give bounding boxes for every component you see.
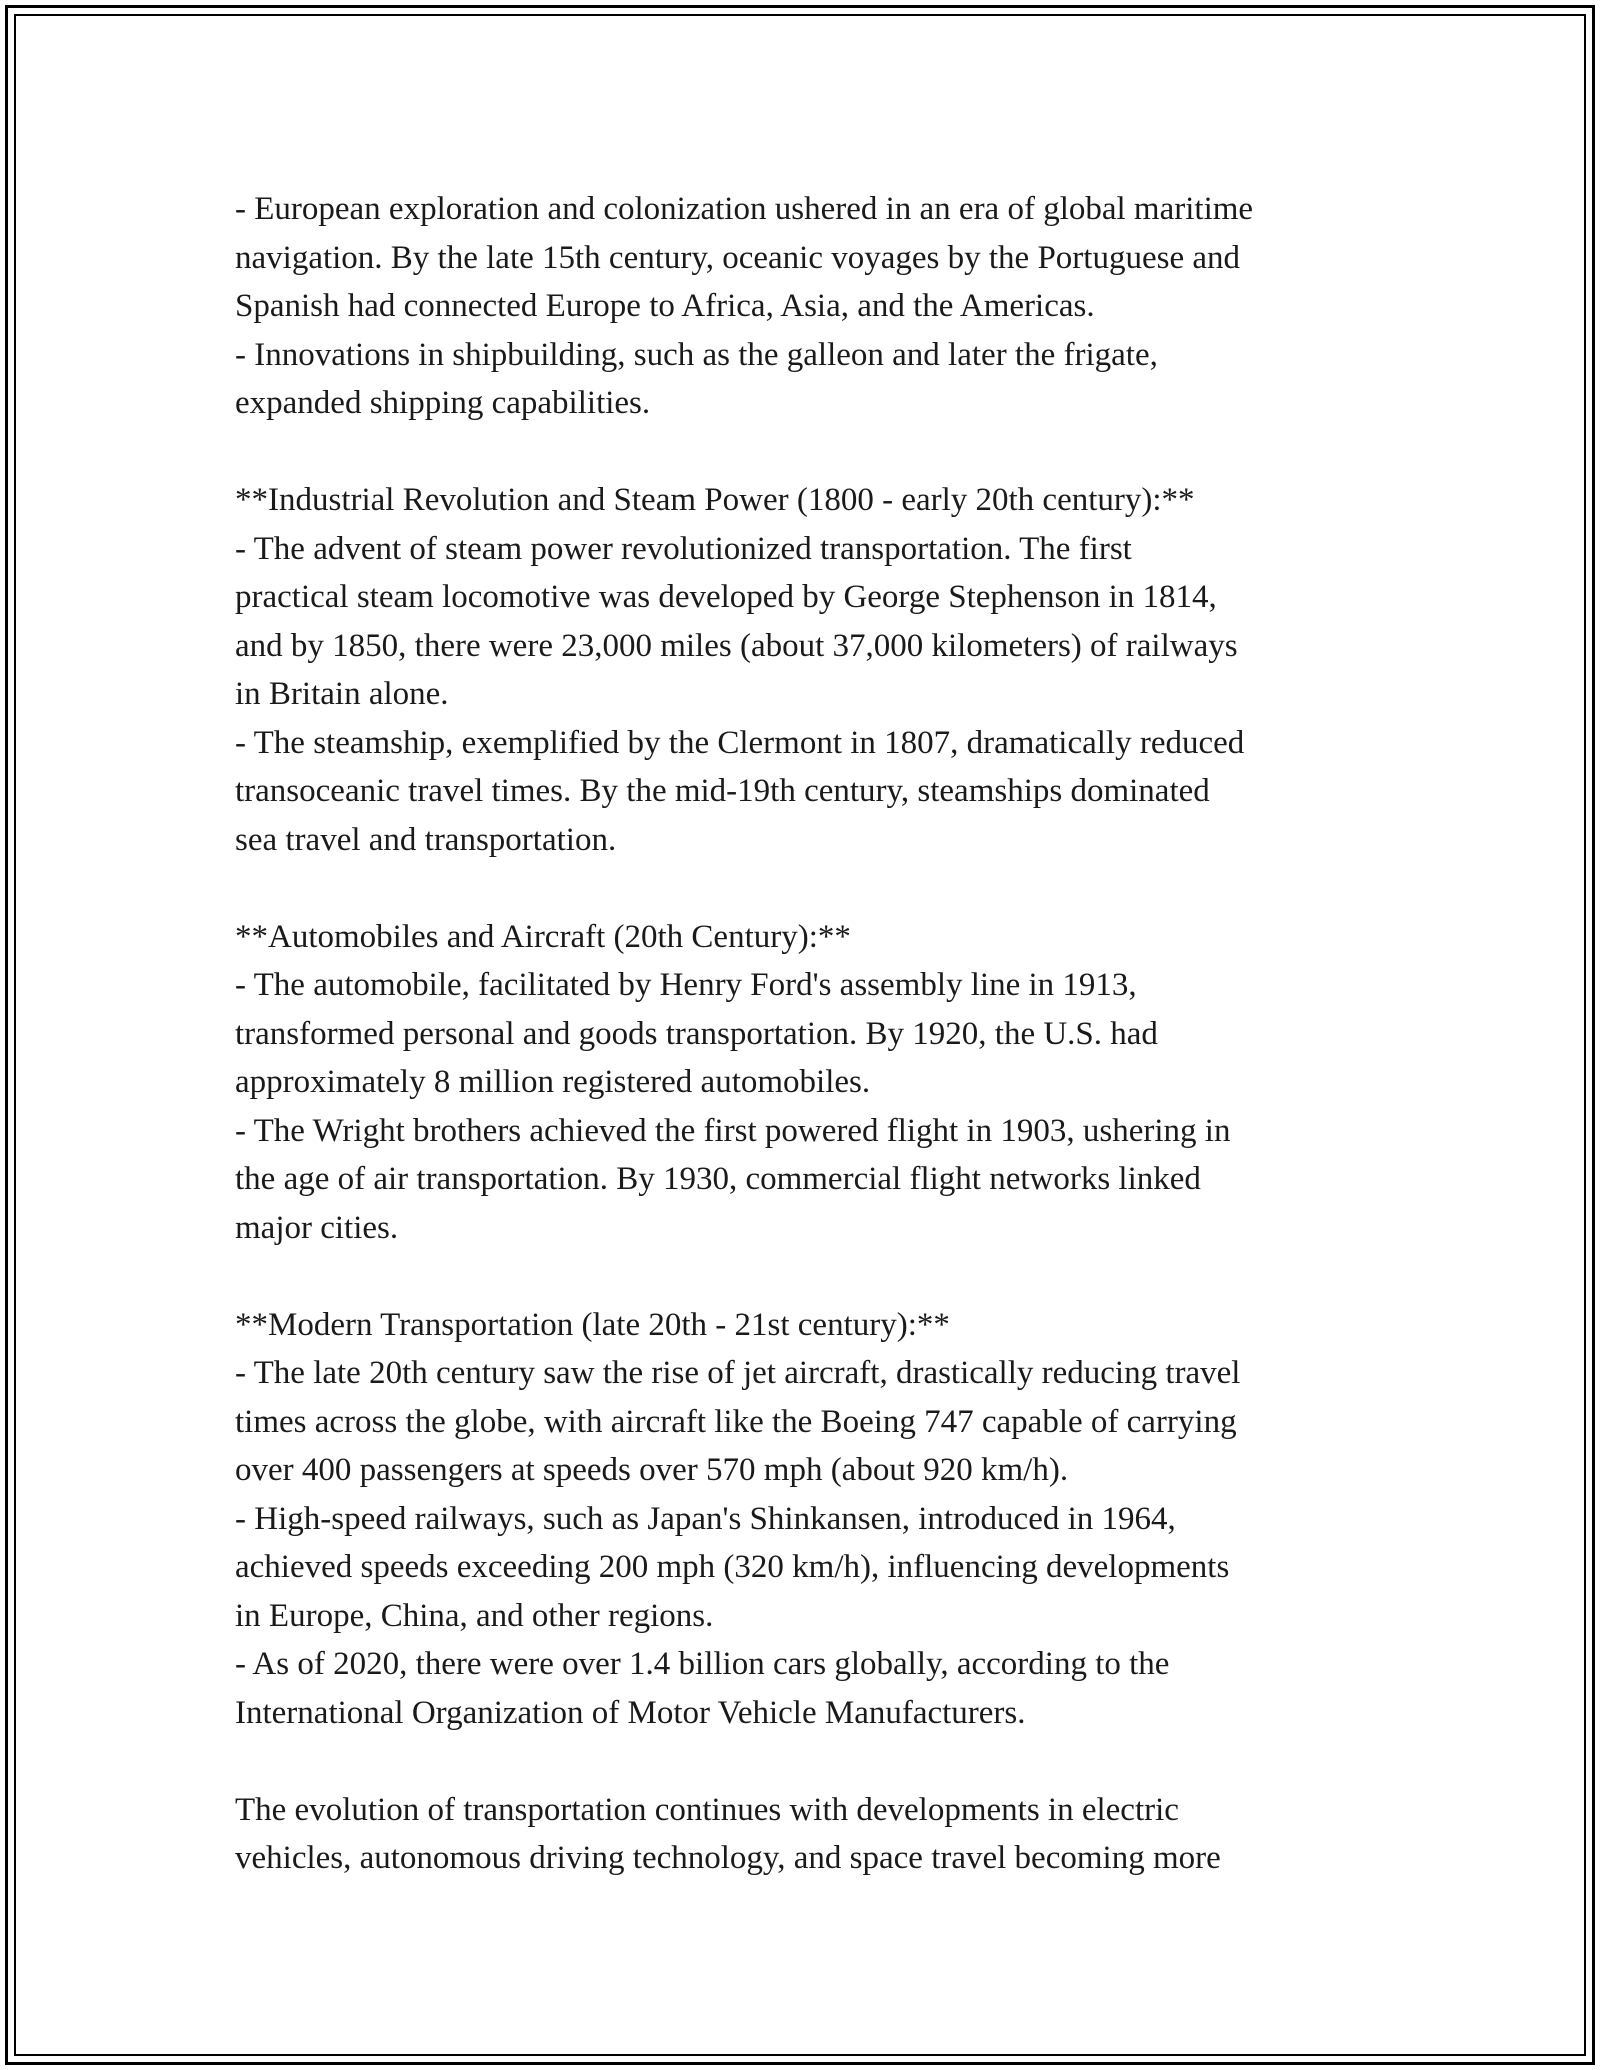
- text-line: and by 1850, there were 23,000 miles (about 37,000 kilometers) of railways: [235, 627, 1238, 664]
- text-line: in Britain alone.: [235, 676, 449, 712]
- text-line: transoceanic travel times. By the mid-19th century, steamships dominated: [235, 773, 1210, 809]
- paragraph-gap: [235, 1737, 1395, 1786]
- text-line: - The advent of steam power revolutionized transportation. The first: [235, 530, 1132, 567]
- document-body: [235, 185, 1395, 1883]
- section-conclusion: [235, 1786, 1395, 1883]
- text-line: - Innovations in shipbuilding, such as the galleon and later the frigate,: [235, 336, 1158, 373]
- text-line: Spanish had connected Europe to Africa, Asia, and the Americas.: [235, 288, 1095, 324]
- text-line: practical steam locomotive was developed by George Stephenson in 1814,: [235, 579, 1217, 615]
- section-exploration: [235, 185, 1395, 428]
- text-line: International Organization of Motor Vehicle Manufacturers.: [235, 1694, 1026, 1731]
- text-line: major cities.: [235, 1209, 399, 1246]
- text-line: - The automobile, facilitated by Henry Ford's assembly line in 1913,: [235, 967, 1137, 1003]
- text-line: approximately 8 million registered automobiles.: [235, 1064, 871, 1100]
- text-line: - European exploration and colonization ushered in an era of global maritime: [235, 191, 1254, 227]
- text-line: times across the globe, with aircraft like the Boeing 747 capable of carrying: [235, 1403, 1237, 1440]
- text-line: vehicles, autonomous driving technology, and space travel becoming more: [235, 1840, 1221, 1876]
- text-line: - High-speed railways, such as Japan's Shinkansen, introduced in 1964,: [235, 1500, 1176, 1537]
- text-line: - The late 20th century saw the rise of jet aircraft, drastically reducing travel: [235, 1355, 1241, 1391]
- text-line: - As of 2020, there were over 1.4 billion cars globally, according to the: [235, 1646, 1170, 1682]
- text-line: - The steamship, exemplified by the Clermont in 1807, dramatically reduced: [235, 724, 1245, 761]
- section-industrial-revolution: [235, 476, 1395, 864]
- text-line: sea travel and transportation.: [235, 821, 617, 858]
- text-line: - The Wright brothers achieved the first powered flight in 1903, ushering in: [235, 1112, 1231, 1149]
- paragraph-gap: [235, 864, 1395, 913]
- section-modern-transportation: [235, 1301, 1395, 1738]
- text-line: in Europe, China, and other regions.: [235, 1597, 714, 1634]
- text-line: achieved speeds exceeding 200 mph (320 km/h), influencing developments: [235, 1549, 1230, 1585]
- text-line: expanded shipping capabilities.: [235, 385, 651, 421]
- section-heading: **Modern Transportation (late 20th - 21st century):**: [235, 1306, 950, 1343]
- text-line: transformed personal and goods transportation. By 1920, the U.S. had: [235, 1015, 1158, 1052]
- paragraph-gap: [235, 1252, 1395, 1301]
- text-line: the age of air transportation. By 1930, commercial flight networks linked: [235, 1161, 1201, 1197]
- text-line: The evolution of transportation continues with developments in electric: [235, 1791, 1179, 1828]
- section-heading: **Industrial Revolution and Steam Power (1800 - early 20th century):**: [235, 482, 1195, 518]
- text-line: navigation. By the late 15th century, oceanic voyages by the Portuguese and: [235, 239, 1240, 276]
- section-automobiles-aircraft: [235, 913, 1395, 1253]
- section-heading: **Automobiles and Aircraft (20th Century):**: [235, 918, 851, 955]
- text-line: over 400 passengers at speeds over 570 mph (about 920 km/h).: [235, 1452, 1069, 1488]
- paragraph-gap: [235, 428, 1395, 477]
